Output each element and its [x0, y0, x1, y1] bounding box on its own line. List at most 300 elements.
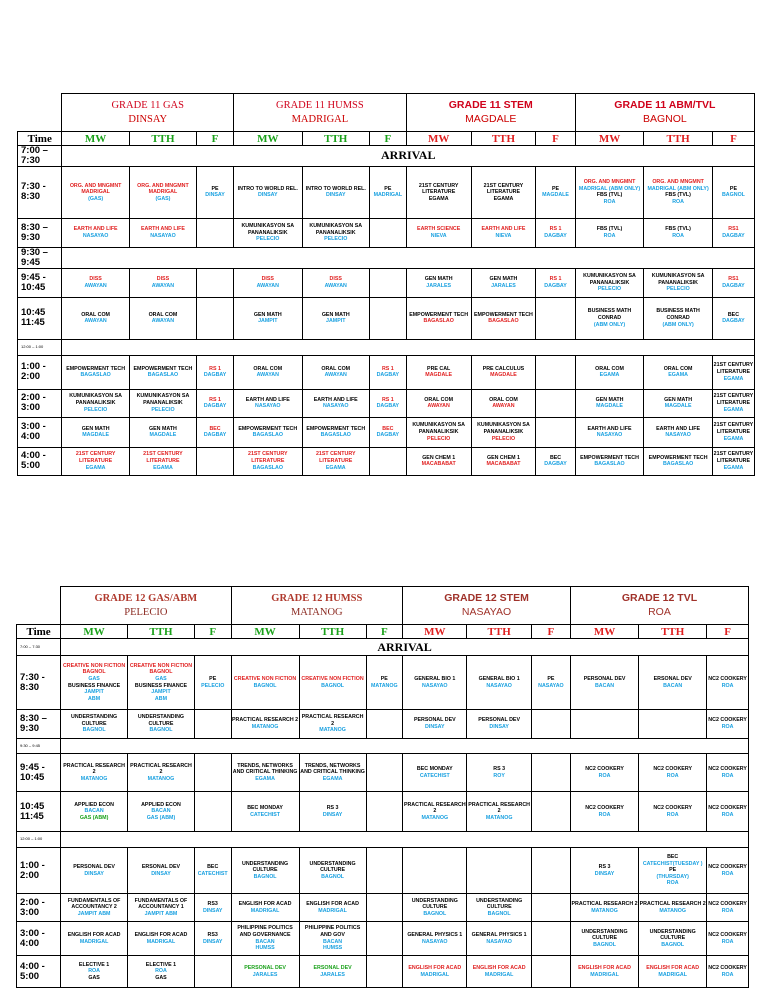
class-line: ORAL COM — [663, 365, 693, 372]
day-header-f: F — [707, 625, 749, 639]
class-cell — [406, 417, 471, 447]
class-line: 21ST CENTURY LITERATURE — [75, 451, 116, 465]
class-line: BAGNOL — [661, 941, 685, 948]
class-cell — [570, 956, 638, 988]
class-cell — [707, 894, 749, 922]
time-slot: 9:30 – 9:45 — [17, 739, 61, 754]
class-cell — [471, 268, 536, 297]
class-cell — [366, 710, 403, 739]
class-cell — [406, 389, 471, 417]
class-line: ROA — [155, 968, 167, 975]
class-line: GEN MATH — [489, 276, 518, 283]
class-line: PELECIO — [83, 406, 108, 413]
class-line: GEN CHEM 1 — [486, 454, 520, 461]
class-line: ORAL COM — [424, 396, 454, 403]
class-cell — [536, 297, 575, 339]
class-cell — [128, 792, 195, 832]
class-line: NASAYAO — [82, 232, 109, 239]
class-line: NASAYAO — [322, 403, 349, 410]
class-line: UNDERSTANDING CULTURE — [411, 897, 458, 911]
class-cell — [570, 894, 638, 922]
class-line: BUSINESS FINANCE — [134, 682, 188, 689]
class-line: 21ST CENTURY LITERATURE — [483, 182, 524, 196]
class-line: EMPOWERMENT TECH — [648, 454, 708, 461]
class-line: GEN CHEM 1 — [422, 454, 456, 461]
class-line: (THURSDAY) — [656, 873, 689, 880]
class-cell — [231, 710, 299, 739]
class-line: PERSONAL DEV — [413, 717, 456, 724]
group-adviser: BAGNOL — [642, 112, 687, 125]
class-line: ENGLISH FOR ACAD — [238, 900, 292, 907]
class-line: FUNDAMENTALS OF ACCOUNTANCY 1 — [134, 897, 188, 911]
group-adviser: MADRIGAL — [291, 113, 349, 125]
class-cell — [62, 447, 129, 475]
class-line: MADRIGAL — [81, 189, 110, 196]
class-cell — [575, 166, 644, 218]
class-line: PERSONAL DEV — [583, 675, 626, 682]
time-slot: 9:45 - 10:45 — [18, 268, 62, 297]
time-row — [17, 656, 749, 710]
class-line: DAGBAY — [722, 282, 745, 289]
class-line: RS 1 — [381, 396, 394, 403]
class-line: UNDERSTANDING CULTURE — [242, 860, 289, 874]
time-row — [18, 417, 755, 447]
class-line: PRACTICAL RESEARCH 2 — [639, 900, 706, 907]
class-line: PRACTICAL RESEARCH 2 — [571, 900, 638, 907]
class-line: ROA — [721, 907, 734, 914]
time-row — [17, 792, 749, 832]
class-line: ROA — [598, 811, 611, 818]
class-cell — [403, 894, 467, 922]
class-cell — [406, 166, 471, 218]
class-cell — [536, 268, 575, 297]
day-header-mw: MW — [61, 625, 128, 639]
class-line: EARTH SCIENCE — [417, 226, 461, 233]
class-cell — [61, 792, 128, 832]
time-row — [17, 710, 749, 739]
class-line: AWAYAN — [84, 318, 107, 325]
class-cell — [61, 656, 128, 710]
class-cell — [467, 710, 531, 739]
class-line: ORG. AND MNGMNT — [583, 179, 636, 186]
day-header-f: F — [366, 625, 403, 639]
class-line: ROA — [672, 199, 684, 206]
class-line: BEC — [667, 853, 679, 860]
class-line: PELECIO — [491, 435, 516, 442]
class-cell — [570, 754, 638, 792]
class-line: 21ST CENTURY LITERATURE — [418, 182, 459, 196]
class-cell — [62, 268, 129, 297]
class-line: FBS (TVL) — [665, 226, 691, 233]
class-line: AWAYAN — [151, 282, 175, 289]
class-line: DINSAY — [84, 870, 104, 877]
day-header-tth: TTH — [639, 625, 707, 639]
class-line: BAGNOL — [721, 192, 745, 199]
class-line: MAGDALE — [490, 372, 517, 379]
class-cell — [128, 848, 195, 894]
group-title: GRADE 12 TVL — [621, 592, 698, 605]
class-line: MADRIGAL (ABM ONLY) — [647, 185, 709, 192]
break-cell — [62, 339, 755, 355]
class-cell — [231, 754, 299, 792]
class-cell — [128, 656, 195, 710]
class-cell — [233, 218, 302, 247]
class-line: GENERAL BIO 1 — [414, 675, 456, 682]
class-cell — [369, 355, 406, 389]
class-line: MATANOG — [421, 814, 449, 821]
class-line: RS1 — [728, 226, 739, 233]
class-line: BEC — [382, 425, 394, 432]
class-line: ROA — [88, 968, 100, 975]
class-line: ROA — [721, 811, 734, 818]
class-line: PERSONAL DEV — [244, 964, 286, 971]
group-header — [406, 94, 575, 132]
class-line: MACABABAT — [486, 461, 521, 468]
day-header-mw: MW — [403, 625, 467, 639]
class-cell — [471, 389, 536, 417]
class-line: RS3 — [207, 931, 218, 938]
class-line: PE — [209, 675, 217, 682]
class-cell — [302, 417, 369, 447]
class-line: BACAN — [151, 808, 171, 815]
class-line: BAGNOL — [149, 727, 173, 734]
class-cell — [712, 417, 754, 447]
class-line: KUMUNIKASYON SA PANANALIKSIK — [309, 223, 363, 236]
class-line: BAGNOL — [82, 669, 106, 676]
class-line: MACABABAT — [421, 461, 456, 468]
class-cell — [707, 922, 749, 956]
class-line: DINSAY — [258, 192, 278, 199]
time-row — [18, 166, 755, 218]
class-cell — [128, 956, 195, 988]
class-line: GEN MATH — [321, 311, 350, 318]
class-cell — [233, 417, 302, 447]
class-line: ENGLISH FOR ACAD — [408, 964, 462, 971]
class-line: MATANOG — [485, 814, 513, 821]
class-cell — [302, 166, 369, 218]
class-line: DINSAY — [325, 192, 346, 199]
class-line: BAGASLAO — [423, 318, 454, 325]
class-line: AWAYAN — [84, 282, 107, 289]
class-line: ORAL COM — [489, 396, 518, 403]
group-adviser: DINSAY — [128, 113, 168, 125]
class-line: BUSINESS MATH CONRAD — [656, 308, 700, 322]
class-line: ORG. AND MNGMNT — [137, 182, 189, 189]
class-line: PHILIPPINE POLITICS AND GOV — [304, 925, 361, 938]
class-line: DAGBAY — [376, 403, 400, 410]
class-cell — [403, 956, 467, 988]
group-header — [570, 587, 748, 625]
class-line: GAS — [88, 675, 100, 682]
time-row — [17, 848, 749, 894]
class-line: PELECIO — [151, 406, 175, 413]
class-line: CATECHIST — [197, 870, 228, 877]
class-cell — [467, 792, 531, 832]
class-line: GAS (ABM) — [79, 814, 109, 821]
class-line: MADRIGAL — [148, 189, 178, 196]
class-cell — [639, 754, 707, 792]
class-line: JAMPIT — [326, 318, 346, 325]
class-line: NC2 COOKERY — [708, 964, 747, 971]
class-line: NC2 COOKERY — [708, 863, 747, 870]
class-line: DISS — [261, 276, 274, 283]
class-line: GEN MATH — [424, 276, 453, 283]
class-line: DINSAY — [202, 907, 223, 914]
time-row — [17, 894, 749, 922]
class-line: ELECTIVE 1 — [145, 961, 177, 968]
class-line: FUNDAMENTALS OF ACCOUNTANCY 2 — [67, 897, 121, 911]
class-cell — [536, 447, 575, 475]
class-cell — [302, 355, 369, 389]
class-line: PRACTICAL RESEARCH 2 — [403, 801, 466, 815]
class-line: PE — [547, 675, 555, 682]
class-cell — [197, 297, 234, 339]
class-cell — [369, 389, 406, 417]
class-cell — [231, 922, 299, 956]
class-line: FBS (TVL) — [596, 226, 623, 233]
grade-12-schedule-table — [16, 586, 749, 988]
class-cell — [570, 656, 638, 710]
class-cell — [302, 447, 369, 475]
class-cell — [231, 956, 299, 988]
time-row — [18, 389, 755, 417]
class-cell — [62, 218, 129, 247]
class-line: ENGLISH FOR ACAD — [472, 964, 526, 971]
class-line: ENGLISH FOR ACAD — [306, 900, 359, 907]
class-cell — [471, 447, 536, 475]
class-cell — [366, 956, 403, 988]
class-cell — [299, 710, 366, 739]
class-cell — [467, 922, 531, 956]
class-line: RS 3 — [493, 765, 506, 772]
class-cell — [467, 754, 531, 792]
class-line: (ABM ONLY) — [662, 321, 694, 328]
class-line: AWAYAN — [492, 403, 515, 410]
class-line: 21ST CENTURY LITERATURE — [713, 362, 754, 376]
time-slot: 1:00 - 2:00 — [18, 355, 62, 389]
class-line: ROA — [721, 870, 734, 877]
class-cell — [197, 447, 234, 475]
class-line: PRACTICAL RESEARCH 2 — [63, 762, 125, 776]
class-cell — [369, 447, 406, 475]
class-line: ROY — [493, 772, 505, 779]
class-cell — [639, 656, 707, 710]
class-line: ABM — [154, 695, 167, 702]
class-line: MAGDALE — [82, 432, 109, 439]
class-line: MADRIGAL (ABM ONLY) — [578, 185, 641, 192]
class-cell — [570, 792, 638, 832]
class-line: ROA — [721, 724, 734, 730]
class-line: MAGDALE — [425, 372, 453, 379]
class-line: JAMPIT — [258, 318, 278, 325]
class-cell — [129, 417, 196, 447]
class-line: MADRIGAL — [79, 938, 109, 945]
class-line: TRENDS, NETWORKS AND CRITICAL THINKING — [300, 762, 365, 776]
class-cell — [129, 268, 196, 297]
class-line: AWAYAN — [324, 372, 347, 379]
class-line: JARALES — [252, 971, 278, 978]
class-line: BAGASLAO — [80, 372, 111, 379]
class-line: EGAMA — [723, 375, 744, 382]
time-slot: 7:00 – 7:30 — [17, 639, 61, 656]
class-line: ROA — [721, 971, 734, 978]
class-cell — [366, 792, 403, 832]
class-line: PERSONAL DEV — [478, 717, 520, 724]
class-line: UNDERSTANDING CULTURE — [71, 714, 118, 727]
time-slot: 10:45 11:45 — [18, 297, 62, 339]
time-header: Time — [18, 132, 62, 146]
class-line: PHILIPPINE POLITICS AND GOVERNANCE — [237, 925, 293, 938]
group-title: GRADE 11 HUMSS — [276, 100, 364, 112]
class-line: INTRO TO WORLD REL. — [305, 185, 366, 192]
class-cell — [471, 218, 536, 247]
day-header-mw: MW — [406, 132, 471, 146]
class-cell — [467, 656, 531, 710]
class-line: RS 1 — [549, 226, 562, 233]
class-cell — [194, 922, 231, 956]
break-cell — [61, 832, 749, 848]
class-line: BAGNOL — [253, 682, 277, 689]
class-line: BAGNOL — [593, 941, 617, 948]
class-line: KUMUNIKASYON SA PANANALIKSIK — [69, 393, 122, 407]
class-cell — [62, 417, 129, 447]
class-line: JAMPIT — [151, 689, 171, 696]
class-cell — [231, 894, 299, 922]
class-line: JAMPIT ABM — [77, 910, 111, 917]
class-line: MATANOG — [147, 775, 175, 782]
group-adviser: MATANOG — [290, 606, 343, 618]
class-cell — [369, 297, 406, 339]
class-cell — [302, 218, 369, 247]
class-line: DINSAY — [489, 724, 509, 730]
class-cell — [197, 218, 234, 247]
time-slot: 7:30 - 8:30 — [18, 166, 62, 218]
time-row — [18, 297, 755, 339]
time-slot: 7:00 – 7:30 — [18, 146, 62, 167]
class-line: ORG. AND MNGMNT — [652, 179, 704, 186]
class-line: FBS (TVL) — [665, 192, 691, 199]
class-line: BEC — [727, 311, 740, 318]
class-line: PELECIO — [666, 286, 690, 293]
class-line: MADRIGAL — [420, 971, 450, 978]
class-line: NASAYAO — [422, 938, 448, 945]
class-line: AWAYAN — [324, 282, 347, 289]
class-cell — [128, 710, 195, 739]
class-line: RS 1 — [209, 365, 221, 372]
class-cell — [299, 792, 366, 832]
class-cell — [406, 447, 471, 475]
class-line: RS 3 — [326, 804, 339, 811]
class-line: BEC — [207, 863, 219, 870]
class-cell — [536, 218, 575, 247]
class-line: GEN MATH — [81, 425, 110, 432]
group-adviser: ROA — [648, 605, 671, 618]
class-line: BEC — [209, 425, 221, 432]
class-cell — [233, 447, 302, 475]
class-line: CREATIVE NON FICTION — [62, 662, 126, 669]
class-line: PE — [384, 185, 392, 192]
class-cell — [194, 894, 231, 922]
group-header — [233, 94, 406, 132]
class-cell — [366, 894, 403, 922]
class-line: DAGBAY — [203, 432, 227, 439]
class-line: NASAYAO — [255, 403, 281, 410]
arrival-row — [18, 146, 755, 167]
class-line: PELECIO — [427, 435, 451, 442]
class-line: MAGDALE — [664, 403, 692, 410]
class-cell — [644, 297, 713, 339]
class-cell — [403, 754, 467, 792]
class-line: JAMPIT ABM — [144, 910, 178, 917]
corner-cell — [18, 94, 62, 132]
class-line: EARTH AND LIFE — [313, 396, 358, 403]
class-cell — [231, 656, 299, 710]
class-line: EGAMA — [723, 435, 744, 442]
class-line: ROA — [666, 772, 679, 779]
class-cell — [707, 848, 749, 894]
class-cell — [575, 218, 644, 247]
class-line: PRACTICAL RESEARCH 2 — [468, 801, 530, 815]
class-cell — [712, 268, 754, 297]
class-line: ROA — [721, 682, 734, 689]
class-line: EGAMA — [153, 464, 173, 471]
time-slot: 9:45 - 10:45 — [17, 754, 61, 792]
class-line: DISS — [156, 276, 170, 283]
class-cell — [531, 792, 570, 832]
class-line: DISS — [329, 276, 342, 283]
class-line: RS1 — [728, 276, 739, 283]
class-line: EGAMA — [493, 195, 514, 202]
class-cell — [129, 355, 196, 389]
class-cell — [575, 417, 644, 447]
class-line: BAGNOL — [423, 910, 447, 917]
class-line: MADRIGAL — [590, 971, 619, 978]
group-title: GRADE 11 ABM/TVL — [614, 99, 716, 112]
class-cell — [61, 848, 128, 894]
class-cell — [197, 389, 234, 417]
class-line: DINSAY — [151, 870, 171, 877]
class-cell — [575, 447, 644, 475]
day-header-f: F — [194, 625, 231, 639]
time-slot: 2:00 - 3:00 — [18, 389, 62, 417]
time-row — [18, 218, 755, 247]
group-title: GRADE 12 GAS/ABM — [94, 593, 198, 605]
class-line: ENGLISH FOR ACAD — [578, 964, 631, 971]
class-line: NC2 COOKERY — [653, 804, 692, 811]
class-line: APPLIED ECON — [141, 801, 181, 808]
group-header — [403, 587, 571, 625]
class-line: NC2 COOKERY — [708, 765, 747, 772]
group-adviser: MAGDALE — [465, 112, 517, 125]
class-line: BACAN — [323, 938, 343, 945]
class-cell — [62, 389, 129, 417]
class-line: ORG. AND MNGMNT — [69, 182, 122, 189]
class-line: ROA — [721, 938, 734, 945]
class-line: MADRIGAL — [146, 938, 176, 945]
class-line: 21ST CENTURY LITERATURE — [713, 393, 754, 407]
class-line: MATANOG — [371, 682, 398, 689]
class-line: INTRO TO WORLD REL. — [237, 185, 298, 192]
time-slot: 9:30 – 9:45 — [18, 247, 62, 268]
class-line: BAGASLAO — [662, 461, 694, 468]
class-line: MATANOG — [319, 727, 346, 734]
class-cell — [302, 268, 369, 297]
class-line: ENGLISH FOR ACAD — [134, 931, 188, 938]
class-cell — [129, 297, 196, 339]
day-header-mw: MW — [233, 132, 302, 146]
class-cell — [128, 754, 195, 792]
class-line: EMPOWERMENT TECH — [133, 365, 193, 372]
